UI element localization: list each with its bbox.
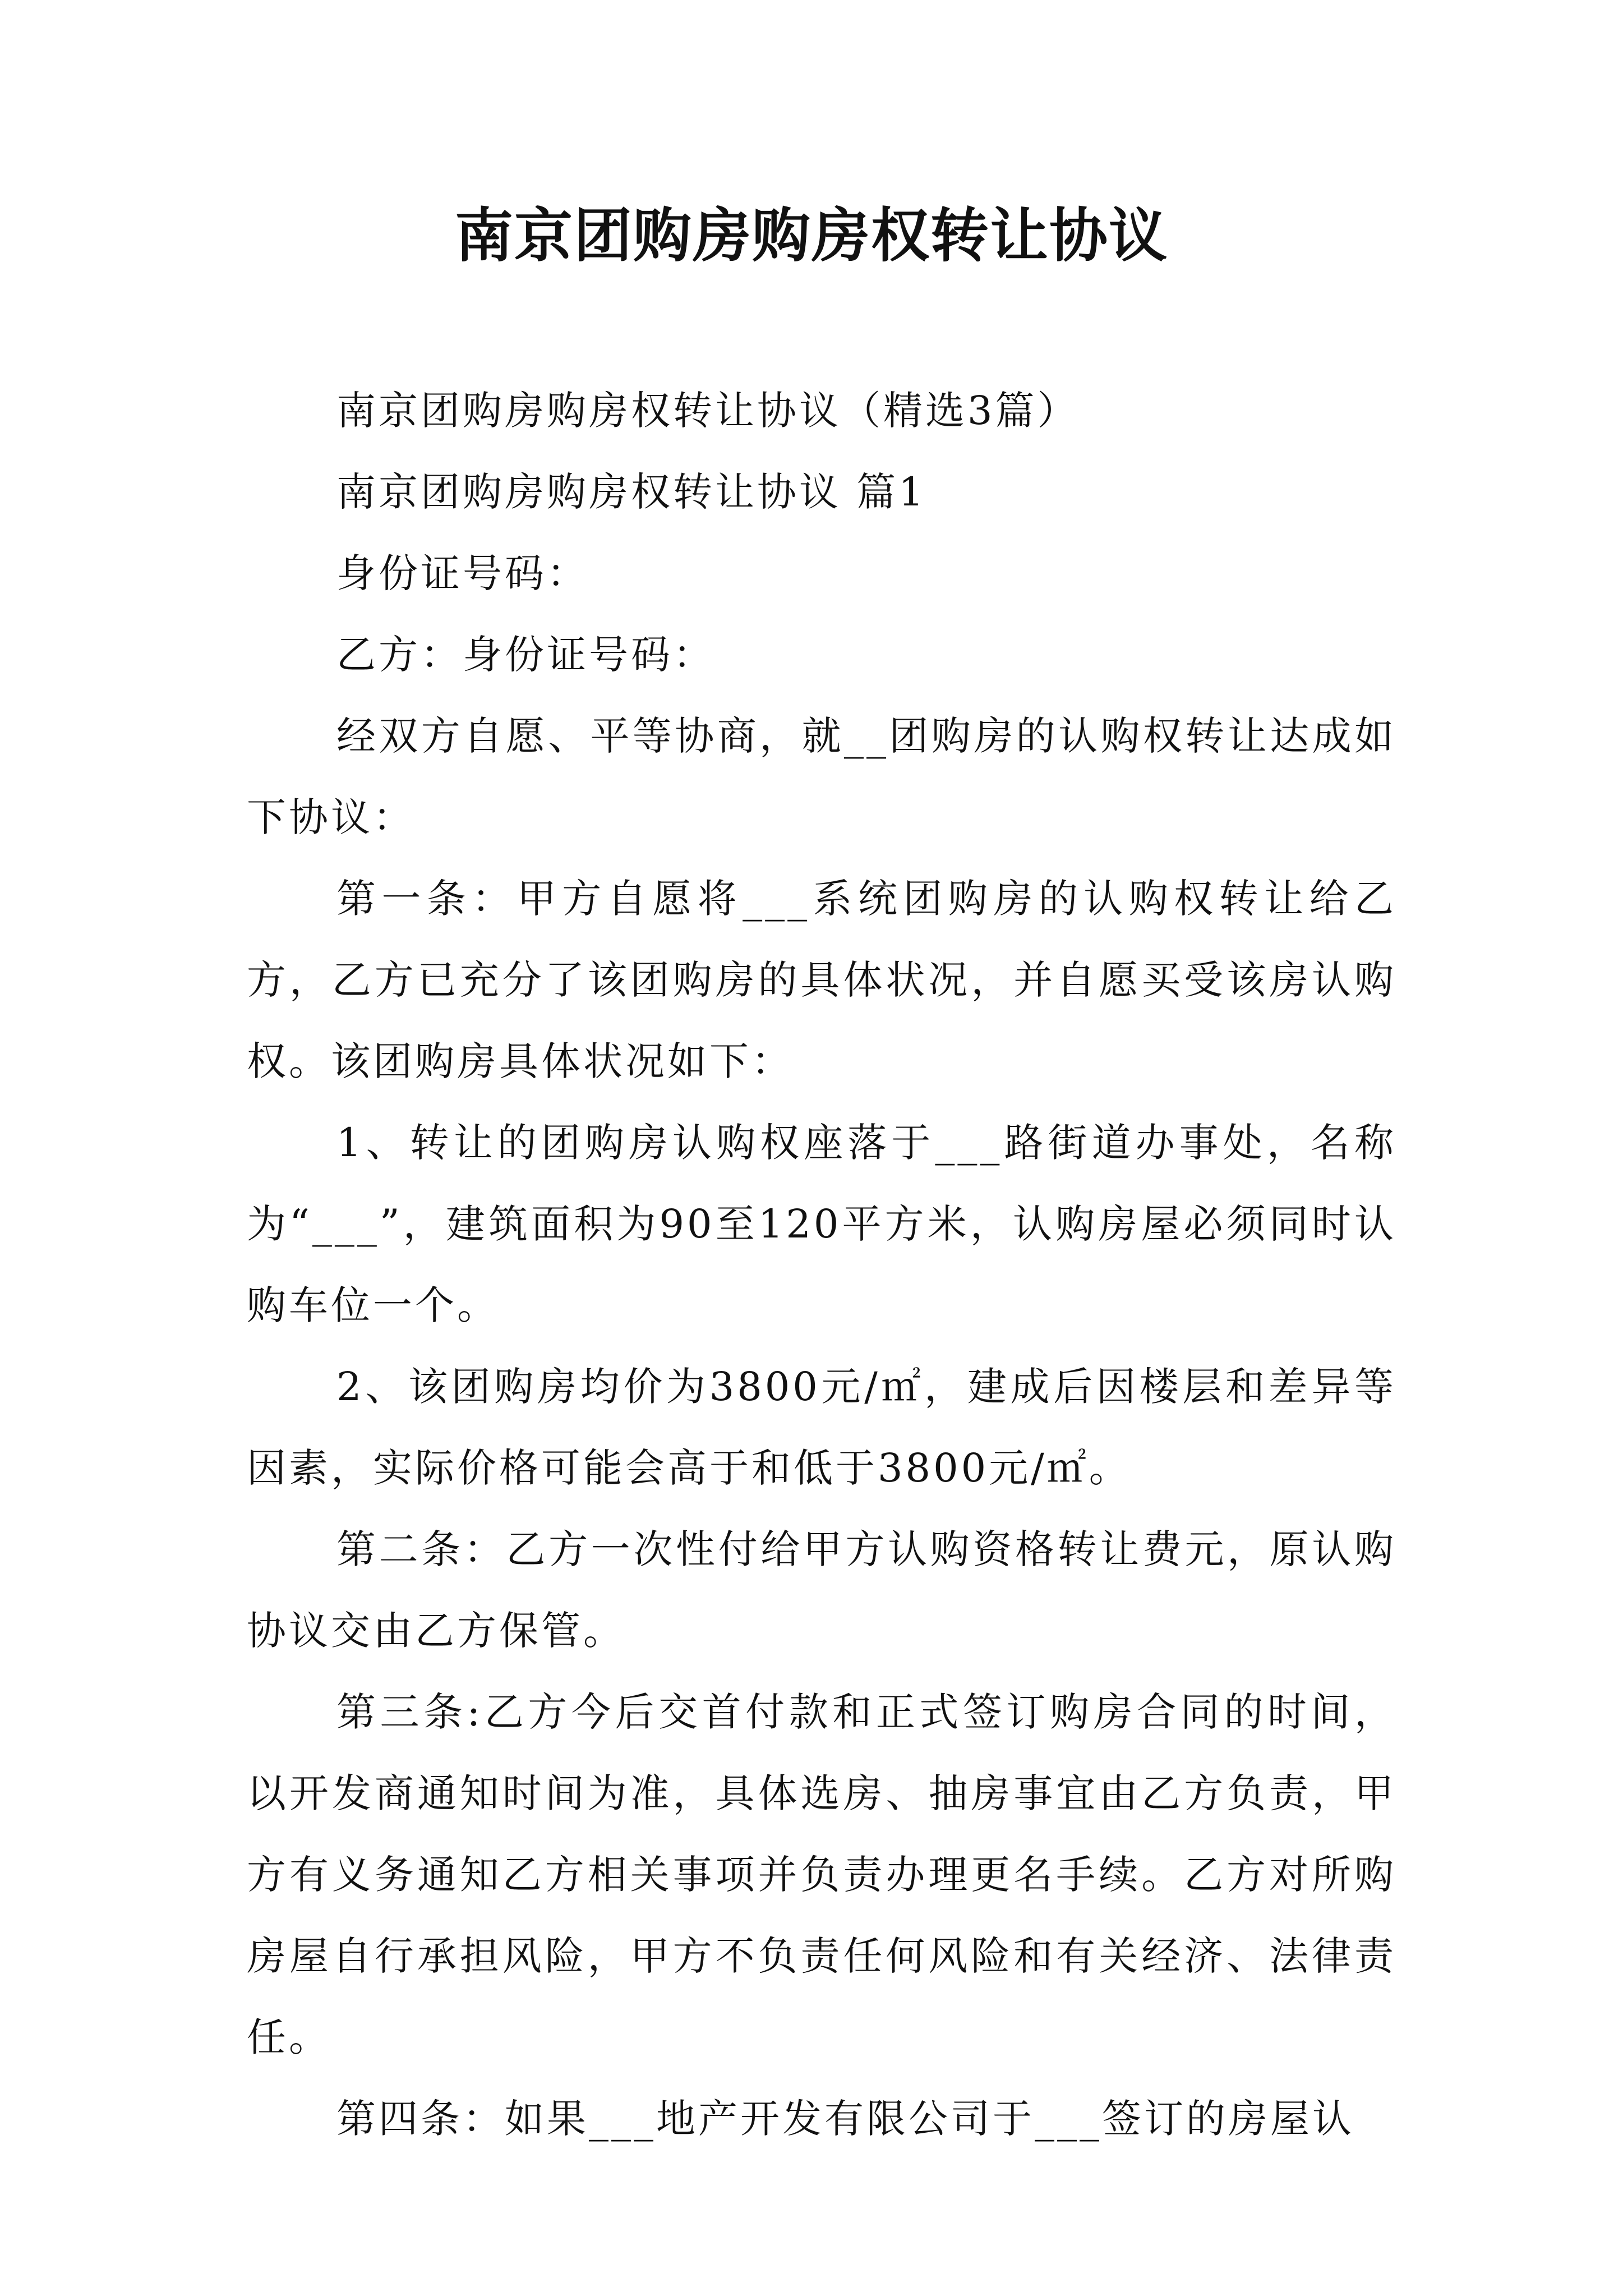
party-b-line: 乙方：身份证号码： [336,632,715,678]
document-body [247,370,1396,2160]
document-title: 南京团购房购房权转让协议 [454,201,1168,270]
id-number-line: 身份证号码： [336,550,589,596]
clause-1-paragraph: 1、转让的团购房认购权座落于___路街道办事处，名称为“___”，建筑面积为90至120平方米，认购房屋必须同时认购车位一个。 [247,1120,1396,1328]
intro-paragraph: 经双方自愿、平等协商，就__团购房的认购权转让达成如下协议： [247,713,1396,840]
article-4-paragraph: 第四条：如果___地产开发有限公司于___签订的房屋认 [336,2096,1354,2142]
article-3-paragraph: 第三条:乙方今后交首付款和正式签订购房合同的时间，以开发商通知时间为准，具体选房、抽房事宜由乙方负责，甲方有义务通知乙方相关事项并负责办理更名手续。乙方对所购房屋自行承担风险，甲方不负责任何风险和有关经济、法律责任。 [247,1689,1396,2060]
article-1-paragraph: 第一条：甲方自愿将___系统团购房的认购权转让给乙方，乙方已充分了该团购房的具体状况，并自愿买受该房认购权。该团购房具体状况如下： [247,876,1396,1084]
article-2-paragraph: 第二条：乙方一次性付给甲方认购资格转让费元，原认购协议交由乙方保管。 [247,1526,1396,1654]
section-heading: 南京团购房购房权转让协议 篇1 [336,469,926,515]
clause-2-paragraph: 2、该团购房均价为3800元/㎡，建成后因楼层和差异等因素，实际价格可能会高于和低于3800元/㎡。 [247,1364,1396,1491]
subtitle-paragraph: 南京团购房购房权转让协议（精选3篇） [336,388,1080,434]
